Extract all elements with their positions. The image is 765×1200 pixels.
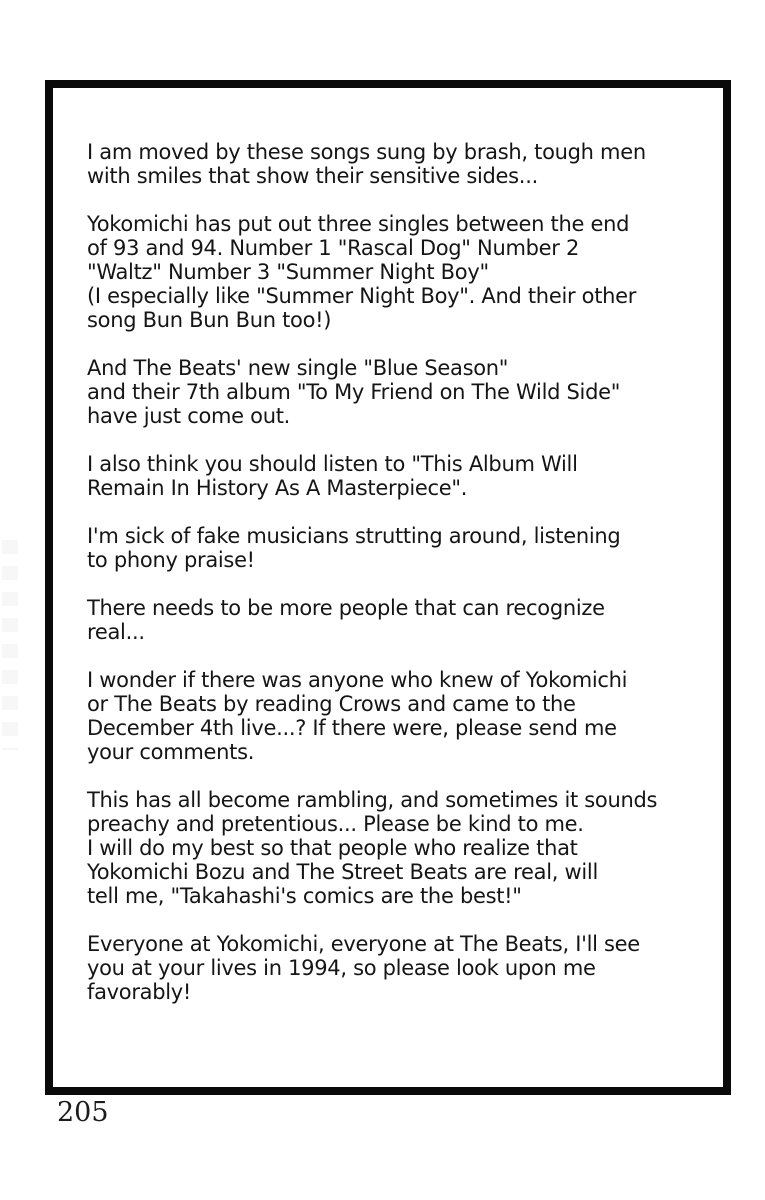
text-line: real... (87, 620, 145, 644)
paragraph (87, 788, 711, 908)
text-line: you at your lives in 1994, so please look upon me (87, 956, 596, 980)
paragraph (87, 596, 711, 644)
text-line: with smiles that show their sensitive sides... (87, 164, 538, 188)
page-number: 205 (57, 1097, 109, 1128)
text-line: "Waltz" Number 3 "Summer Night Boy" (87, 260, 489, 284)
text-line: I also think you should listen to "This Album Will (87, 452, 578, 476)
text-line: tell me, "Takahashi's comics are the best!" (87, 884, 522, 908)
paragraph (87, 452, 711, 500)
text-line: or The Beats by reading Crows and came to the (87, 692, 576, 716)
text-line: Everyone at Yokomichi, everyone at The Beats, I'll see (87, 932, 640, 956)
text-line: Remain In History As A Masterpiece". (87, 476, 468, 500)
text-line: preachy and pretentious... Please be kind to me. (87, 812, 584, 836)
text-line: of 93 and 94. Number 1 "Rascal Dog" Number 2 (87, 236, 580, 260)
paragraph (87, 932, 711, 1004)
paragraph (87, 668, 711, 764)
text-line: I will do my best so that people who realize that (87, 836, 578, 860)
panel-border-frame (45, 80, 731, 1095)
text-line: I wonder if there was anyone who knew of Yokomichi (87, 668, 628, 692)
text-line: Yokomichi Bozu and The Street Beats are real, will (87, 860, 598, 884)
text-line: I am moved by these songs sung by brash, tough men (87, 140, 646, 164)
text-line: Yokomichi has put out three singles between the end (87, 212, 630, 236)
text-line: favorably! (87, 980, 192, 1004)
paragraph (87, 212, 711, 332)
text-line: This has all become rambling, and sometimes it sounds (87, 788, 658, 812)
text-line: your comments. (87, 740, 255, 764)
text-line: and their 7th album "To My Friend on The Wild Side" (87, 380, 621, 404)
bleed-through-artifact (2, 540, 18, 750)
paragraph (87, 140, 711, 188)
text-line: have just come out. (87, 404, 291, 428)
text-line: (I especially like "Summer Night Boy". And their other (87, 284, 637, 308)
text-line: song Bun Bun Bun too!) (87, 308, 332, 332)
text-line: There needs to be more people that can recognize (87, 596, 605, 620)
paragraph (87, 524, 711, 572)
text-line: And The Beats' new single "Blue Season" (87, 356, 509, 380)
afterword-text (87, 140, 711, 1028)
text-line: December 4th live...? If there were, please send me (87, 716, 617, 740)
text-line: I'm sick of fake musicians strutting around, listening (87, 524, 621, 548)
text-line: to phony praise! (87, 548, 255, 572)
paragraph (87, 356, 711, 428)
